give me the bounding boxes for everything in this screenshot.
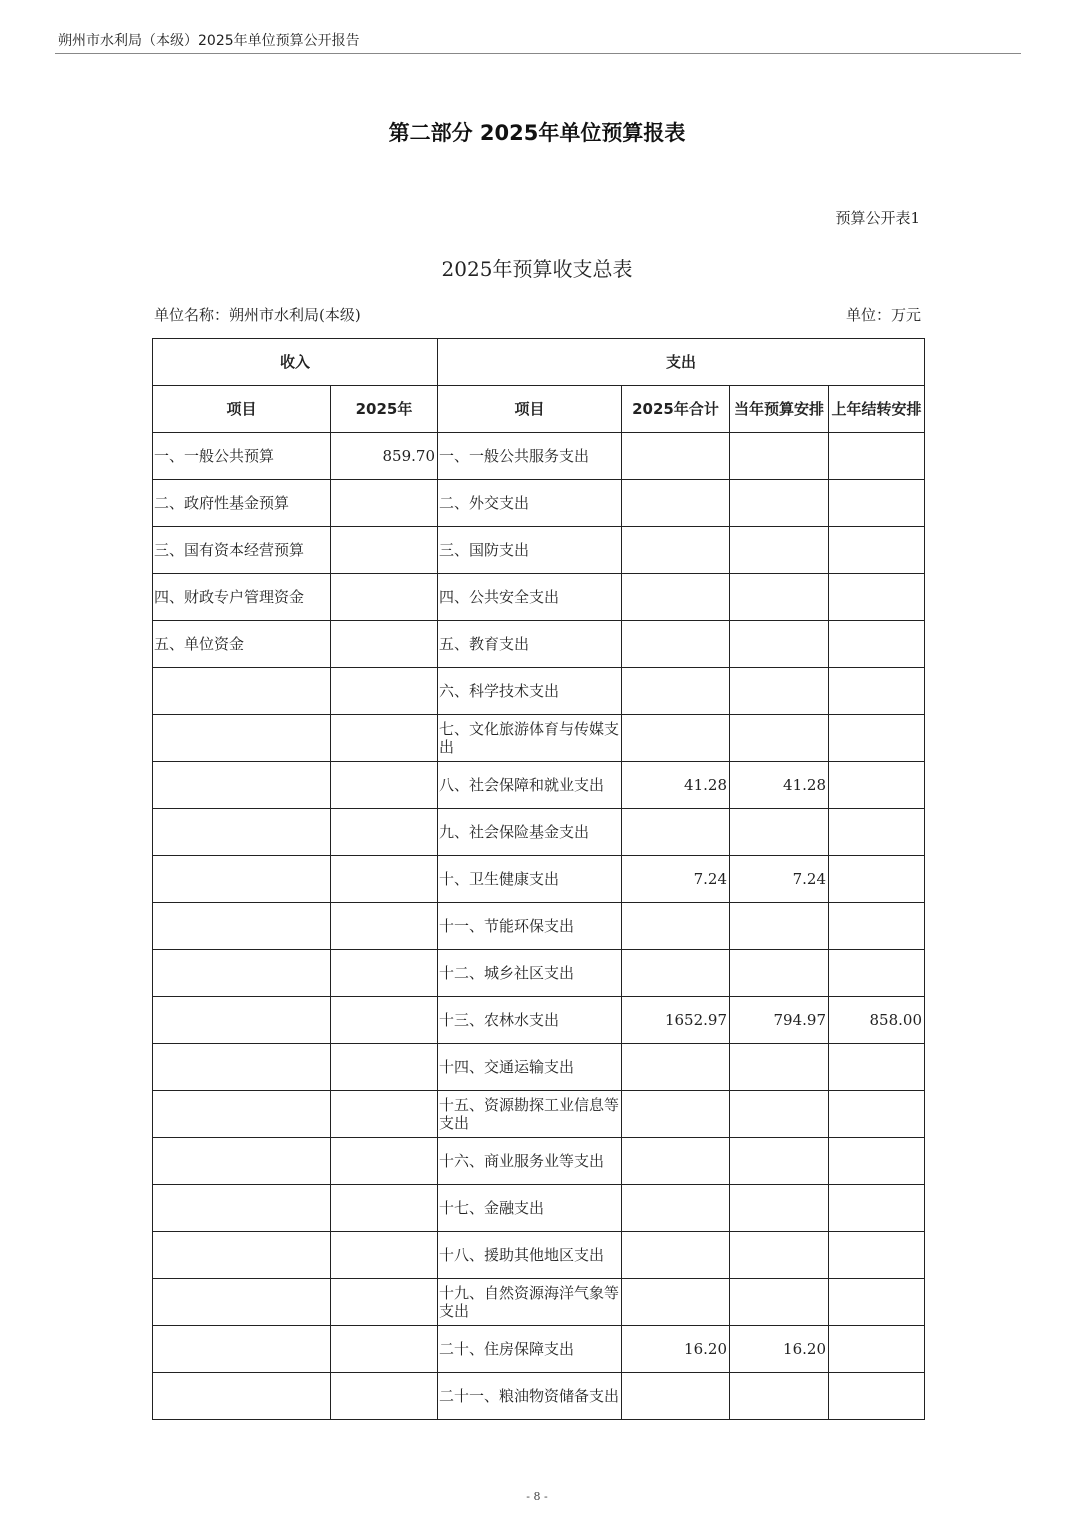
expense-current-cell (730, 1232, 829, 1279)
expense-current-cell (730, 574, 829, 621)
table-row (153, 668, 925, 715)
expense-current-cell (730, 668, 829, 715)
expense-current-cell (730, 433, 829, 480)
income-value-cell (331, 1185, 438, 1232)
expense-item-cell: 六、科学技术支出 (438, 668, 622, 715)
expense-item-cell: 九、社会保险基金支出 (438, 809, 622, 856)
expense-carryover-cell (829, 1044, 925, 1091)
income-year-header: 2025年 (331, 386, 438, 433)
expense-carryover-cell (829, 1279, 925, 1326)
income-value-cell (331, 856, 438, 903)
expense-item-cell: 十八、援助其他地区支出 (438, 1232, 622, 1279)
income-value-cell (331, 809, 438, 856)
expense-carryover-cell (829, 715, 925, 762)
expense-carryover-cell (829, 1232, 925, 1279)
expense-item-cell: 十九、自然资源海洋气象等支出 (438, 1279, 622, 1326)
expense-current-cell (730, 1091, 829, 1138)
expense-total-cell: 41.28 (622, 762, 730, 809)
expense-item-cell: 十七、金融支出 (438, 1185, 622, 1232)
expense-carryover-cell: 858.00 (829, 997, 925, 1044)
expense-current-cell (730, 1279, 829, 1326)
expense-carryover-cell (829, 950, 925, 997)
income-value-cell (331, 621, 438, 668)
expense-item-cell: 十四、交通运输支出 (438, 1044, 622, 1091)
expense-item-cell: 二、外交支出 (438, 480, 622, 527)
expense-total-cell (622, 1138, 730, 1185)
table-row (153, 1279, 925, 1326)
table-row (153, 809, 925, 856)
expense-current-cell: 794.97 (730, 997, 829, 1044)
income-item-cell (153, 1326, 331, 1373)
expense-current-cell (730, 715, 829, 762)
table-row (153, 856, 925, 903)
expense-current-cell (730, 809, 829, 856)
expense-carryover-cell (829, 480, 925, 527)
expense-item-cell: 一、一般公共服务支出 (438, 433, 622, 480)
expense-current-cell: 7.24 (730, 856, 829, 903)
expense-current-cell (730, 1185, 829, 1232)
expense-current-cell: 41.28 (730, 762, 829, 809)
expense-total-cell (622, 1044, 730, 1091)
expense-current-cell (730, 1138, 829, 1185)
table-row (153, 715, 925, 762)
expense-carryover-cell (829, 668, 925, 715)
income-item-cell (153, 1279, 331, 1326)
expense-carryover-header: 上年结转安排 (829, 386, 925, 433)
page-number: - 8 - (526, 1490, 548, 1503)
income-value-cell (331, 1044, 438, 1091)
table-body (153, 433, 925, 1420)
expense-carryover-cell (829, 762, 925, 809)
expense-carryover-cell (829, 1091, 925, 1138)
unit-name: 单位名称：朔州市水利局(本级) (154, 306, 361, 324)
expense-item-cell: 七、文化旅游体育与传媒支出 (438, 715, 622, 762)
expense-item-cell: 十三、农林水支出 (438, 997, 622, 1044)
income-value-cell: 859.70 (331, 433, 438, 480)
income-value-cell (331, 480, 438, 527)
income-value-cell (331, 668, 438, 715)
income-item-cell (153, 809, 331, 856)
income-value-cell (331, 903, 438, 950)
expense-total-cell (622, 433, 730, 480)
expense-total-cell (622, 621, 730, 668)
expense-carryover-cell (829, 856, 925, 903)
running-header: 朔州市水利局（本级）2025年单位预算公开报告 (58, 33, 360, 49)
table-row (153, 950, 925, 997)
income-value-cell (331, 1232, 438, 1279)
expense-carryover-cell (829, 574, 925, 621)
table-row (153, 1091, 925, 1138)
table-row (153, 574, 925, 621)
expense-current-cell (730, 1373, 829, 1420)
expense-current-cell (730, 527, 829, 574)
income-item-cell (153, 903, 331, 950)
income-value-cell (331, 574, 438, 621)
expense-item-cell: 十六、商业服务业等支出 (438, 1138, 622, 1185)
unit-label: 单位：万元 (845, 306, 921, 324)
expense-current-header: 当年预算安排 (730, 386, 829, 433)
expense-total-cell (622, 1373, 730, 1420)
table-row (153, 433, 925, 480)
table-title: 2025年预算收支总表 (441, 257, 633, 281)
income-item-cell: 二、政府性基金预算 (153, 480, 331, 527)
expense-carryover-cell (829, 433, 925, 480)
income-value-cell (331, 1091, 438, 1138)
expense-carryover-cell (829, 1326, 925, 1373)
expense-total-cell (622, 1279, 730, 1326)
expense-item-cell: 二十一、粮油物资储备支出 (438, 1373, 622, 1420)
expense-total-cell (622, 903, 730, 950)
table-row (153, 480, 925, 527)
table-row (153, 762, 925, 809)
table-row (153, 1185, 925, 1232)
header-row-top (153, 339, 925, 386)
income-value-cell (331, 1373, 438, 1420)
table-row (153, 621, 925, 668)
income-value-cell (331, 527, 438, 574)
expense-item-cell: 十五、资源勘探工业信息等支出 (438, 1091, 622, 1138)
table-row (153, 903, 925, 950)
income-item-cell (153, 668, 331, 715)
income-value-cell (331, 1138, 438, 1185)
header-rule (55, 53, 1021, 54)
expense-total-cell (622, 809, 730, 856)
expense-item-cell: 八、社会保障和就业支出 (438, 762, 622, 809)
expense-current-cell (730, 950, 829, 997)
expense-current-cell: 16.20 (730, 1326, 829, 1373)
income-value-cell (331, 762, 438, 809)
expense-item-cell: 二十、住房保障支出 (438, 1326, 622, 1373)
income-value-cell (331, 950, 438, 997)
expense-item-cell: 三、国防支出 (438, 527, 622, 574)
table-row (153, 1232, 925, 1279)
income-header: 收入 (153, 339, 438, 386)
expense-carryover-cell (829, 1185, 925, 1232)
expense-total-cell (622, 1232, 730, 1279)
income-item-cell (153, 1044, 331, 1091)
table-row (153, 997, 925, 1044)
income-item-cell: 三、国有资本经营预算 (153, 527, 331, 574)
expense-carryover-cell (829, 621, 925, 668)
expense-total-cell (622, 480, 730, 527)
expense-total-cell (622, 1185, 730, 1232)
expense-item-cell: 十一、节能环保支出 (438, 903, 622, 950)
expense-carryover-cell (829, 527, 925, 574)
income-item-cell (153, 1138, 331, 1185)
income-item-cell: 五、单位资金 (153, 621, 331, 668)
expense-current-cell (730, 1044, 829, 1091)
part-title: 第二部分 2025年单位预算报表 (388, 121, 686, 145)
expense-item-cell: 五、教育支出 (438, 621, 622, 668)
expense-carryover-cell (829, 1373, 925, 1420)
expense-total-cell: 7.24 (622, 856, 730, 903)
expense-item-cell: 十二、城乡社区支出 (438, 950, 622, 997)
table-row (153, 1044, 925, 1091)
header-row-sub (153, 386, 925, 433)
income-value-cell (331, 1326, 438, 1373)
expense-total-cell: 16.20 (622, 1326, 730, 1373)
table-row (153, 1138, 925, 1185)
expense-header: 支出 (438, 339, 925, 386)
table-row (153, 1326, 925, 1373)
expense-carryover-cell (829, 1138, 925, 1185)
income-item-cell (153, 997, 331, 1044)
expense-item-header: 项目 (438, 386, 622, 433)
table-id: 预算公开表1 (835, 209, 920, 227)
expense-total-cell: 1652.97 (622, 997, 730, 1044)
income-item-header: 项目 (153, 386, 331, 433)
income-item-cell (153, 1091, 331, 1138)
expense-total-cell (622, 950, 730, 997)
income-item-cell (153, 950, 331, 997)
expense-total-cell (622, 527, 730, 574)
table-row (153, 1373, 925, 1420)
income-item-cell (153, 1373, 331, 1420)
expense-total-cell (622, 1091, 730, 1138)
income-item-cell: 四、财政专户管理资金 (153, 574, 331, 621)
expense-current-cell (730, 903, 829, 950)
table-row (153, 527, 925, 574)
income-value-cell (331, 1279, 438, 1326)
expense-current-cell (730, 621, 829, 668)
income-item-cell (153, 1185, 331, 1232)
income-value-cell (331, 997, 438, 1044)
expense-item-cell: 四、公共安全支出 (438, 574, 622, 621)
income-item-cell: 一、一般公共预算 (153, 433, 331, 480)
expense-total-cell (622, 574, 730, 621)
expense-current-cell (730, 480, 829, 527)
income-value-cell (331, 715, 438, 762)
expense-total-header: 2025年合计 (622, 386, 730, 433)
expense-total-cell (622, 715, 730, 762)
expense-item-cell: 十、卫生健康支出 (438, 856, 622, 903)
income-item-cell (153, 1232, 331, 1279)
expense-total-cell (622, 668, 730, 715)
income-item-cell (153, 856, 331, 903)
expense-carryover-cell (829, 903, 925, 950)
income-item-cell (153, 762, 331, 809)
income-item-cell (153, 715, 331, 762)
expense-carryover-cell (829, 809, 925, 856)
budget-summary-table (152, 338, 925, 1420)
